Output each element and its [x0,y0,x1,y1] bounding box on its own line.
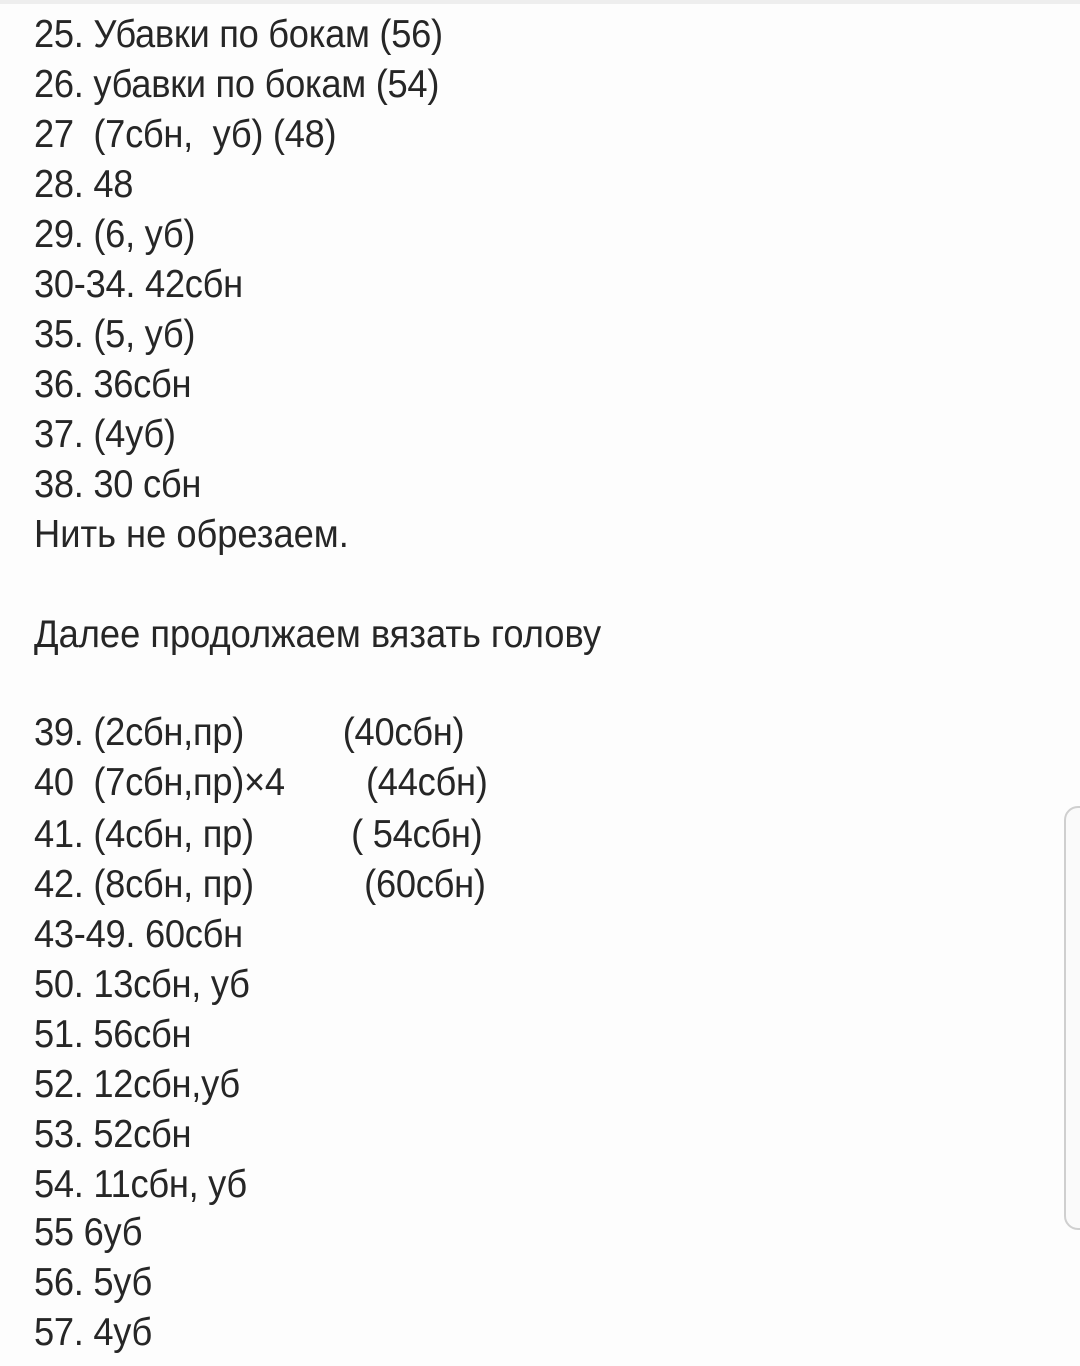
pattern-row: 57. 4уб [34,1311,153,1354]
pattern-row: 50. 13сбн, уб [34,963,250,1006]
row-stitch-count: ( 54сбн) [351,813,483,856]
pattern-row: 43-49. 60сбн [34,913,243,956]
pattern-row [34,708,555,758]
pattern-row: 28. 48 [34,163,134,206]
row-instruction: 41. (4сбн, пр) [34,813,254,856]
pattern-row: 52. 12сбн,уб [34,1063,240,1106]
pattern-row [34,860,555,910]
top-edge-divider [0,0,1080,4]
row-instruction: 40 (7сбн,пр)×4 [34,761,285,804]
scroll-handle[interactable] [1064,806,1080,1230]
section-heading: Далее продолжаем вязать голову [34,613,602,656]
pattern-row: 27 (7сбн, уб) (48) [34,113,337,156]
pattern-row: 25. Убавки по бокам (56) [34,13,443,56]
pattern-row: 30-34. 42сбн [34,263,243,306]
pattern-row: 26. убавки по бокам (54) [34,63,440,106]
note-text: Нить не обрезаем. [34,513,349,556]
pattern-row: 54. 11сбн, уб [34,1163,247,1206]
pattern-row: 36. 36сбн [34,363,192,406]
pattern-row: 29. (6, уб) [34,213,196,256]
pattern-row [34,810,555,860]
pattern-row: 53. 52сбн [34,1113,192,1156]
pattern-row: 37. (4уб) [34,413,176,456]
row-instruction: 42. (8сбн, пр) [34,863,254,906]
row-instruction: 39. (2сбн,пр) [34,711,245,754]
pattern-row: 38. 30 сбн [34,463,202,506]
pattern-row [34,758,555,808]
row-stitch-count: (40сбн) [342,711,465,754]
row-stitch-count: (44сбн) [366,761,488,804]
pattern-row: 51. 56сбн [34,1013,192,1056]
pattern-row: 55 6уб [34,1211,143,1254]
row-stitch-count: (60сбн) [364,863,486,906]
pattern-row: 56. 5уб [34,1261,153,1304]
pattern-row: 35. (5, уб) [34,313,196,356]
